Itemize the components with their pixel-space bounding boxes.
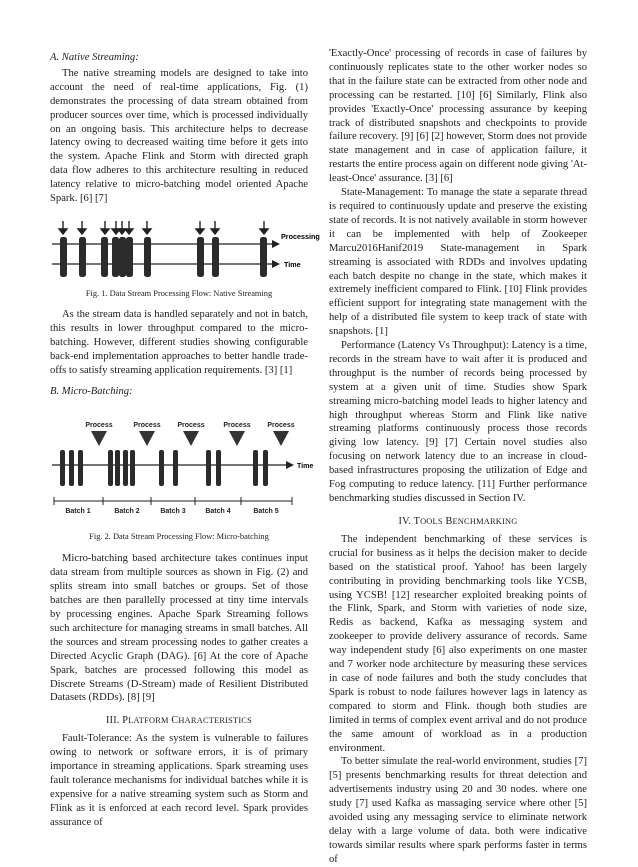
process-funnels — [91, 431, 289, 446]
section-3-heading — [50, 715, 308, 726]
section-3-heading-part: C — [168, 715, 179, 727]
batch-label-5: Batch 5 — [253, 508, 279, 516]
stream-records — [60, 237, 267, 277]
native-streaming-diagram — [50, 218, 320, 282]
paragraph-fault-tolerance: Fault-Tolerance: As the system is vulnerable to failures owing to network or software errors, it is of primary importance in streaming applications. Spark streaming uses fault tolerance mechanisms for individual batches while it is expensive for a native streaming system such as Storm and Flink as it is enforced at each record level. Spark provides assurance of — [50, 733, 308, 828]
input-arrows — [59, 221, 268, 234]
batch-label-2: Batch 2 — [114, 508, 140, 516]
section-4-heading-part: ENCHMARKING — [452, 516, 518, 526]
paragraph-state-management: State-Management: To manage the state a separate thread is required to continuously update and preserve the existing state of records. It is not natively available in storm however it can be implemented with help of Zookeeper Marcu2016Hanif2019 State-management in Spark streaming is associated with RDDs and involves updating each batch despite no change in the state, which makes it extremely inefficient compared to Flink. [10] Flink provides efficient support for integrating state management with the help of a distributed file system to keep track of state with snapshots. [1] — [329, 187, 587, 338]
subsection-micro-batching: B. Micro-Batching: — [50, 385, 133, 397]
paragraph-performance: Performance (Latency Vs Throughput): Latency is a time, records in the stream have to wait after it is produced and throughput is the number of records being processed by system at a given unit of time. Studies show Spark streaming micro-batching model leads to higher latency and high throughput whereas Storm and Flink like native streaming platforms continuously process those records giving low latency. [9] [7] Certain novel studies also focusing on network latency due to an increase in cloud-based infrastructures proposing the utilization of Edge and Fog computing to reduce latency. [11] Further performance benchmarking studies discussed in Section IV. — [329, 340, 587, 504]
paragraph-throughput: As the stream data is handled separately and not in batch, this results in lower throughput compared to the micro-batching. However, different studies showing configurable back-end implementation approaches to better handle trade-offs to satisfy streaming application requirements. [3] [1] — [50, 308, 308, 376]
paragraph-real-world: To better simulate the real-world environment, studies [7] [5] presents benchmarking results for threat detection and advertisements industry using 20 and 30 nodes. where one study [7] used Kafka as massaging service where other [5] avoided using any messaging service to eliminate network delay with a large volume of data. both were indicative towards similar results where spark performs faster in terms of — [329, 756, 587, 865]
processing-label: Processing — [281, 231, 320, 241]
process-label-1: Process — [85, 422, 113, 430]
paragraph-exactly-once: 'Exactly-Once' processing of records in case of failures by continuously replicates state to the other worker nodes so that in the failure state can be extracted from other node and processing can be restarted. [10] [6] Similarly, Flink also provides 'Exactly-Once' processing assurance by keeping track of distributed snapshots and checkpoints to provide failure recovery. [9] [6] [2] however, Storm does not provide state management and in case of application failure, it restarts the entire process again on different node giving 'At-least-Once' assurance. [3] [6] — [329, 48, 587, 185]
time-arrowhead — [286, 461, 294, 469]
figure-1-caption: Fig. 1. Data Stream Processing Flow: Native Streaming — [85, 288, 273, 298]
processing-arrowhead — [272, 240, 280, 248]
process-label-5: Process — [267, 422, 295, 430]
micro-batching-diagram — [50, 420, 314, 520]
left-column — [50, 51, 320, 830]
figure-2-caption: Fig. 2. Data Stream Processing Flow: Micro-batching — [89, 532, 269, 542]
paragraph-benchmarking: The independent benchmarking of these services is crucial for business as it helps the decision maker to decide based on the statistical proof. Yahoo! has been largely contributing in providing benchmarking tools like YCSB, using YCSB! [12] researcher exploited breaking points of the Flink, Spark, and Storm with varieties of node size, Redis as backend, Kafka as messaging system and zookeeper to provide delivery assurance of records. Same way independent study [6] also experiments on one master and 7 worker node architecture by measuring these services in case of node failures and both the study concludes that Spark is robust to node failures however lags in latency as compared to storm and Flink. though both studies are limited in terms of complex event arrival and do not produce the same amount of workload as in a production environment. — [329, 533, 587, 754]
section-4-heading-part: IV. T — [398, 515, 421, 527]
batched-records — [60, 450, 268, 486]
section-4-heading — [329, 516, 587, 527]
batch-label-1: Batch 1 — [65, 508, 91, 516]
section-3-heading-part: HARACTERISTICS — [178, 716, 252, 726]
paragraph-native-streaming: The native streaming models are designed to take into account the need of real-time applications, Fig. (1) demonstrates the processing of data stream obtained from producer sources over time, which is processed individually on an ongoing basis. This architecture helps to decrease latency owing to decreased waiting time before it gets into the system. Apache Flink and Storm with directed graph data flow adheres to this architecture resulting in reduced latency relative to micro-batching model oriented Apache Spark. [6] [7] — [50, 67, 308, 205]
section-4-heading-part: B — [442, 515, 453, 527]
process-label-4: Process — [223, 422, 251, 430]
time-label: Time — [284, 259, 301, 269]
section-3-heading-part: LATFORM — [128, 716, 169, 726]
process-label-2: Process — [133, 422, 161, 430]
paragraph-micro-batching: Micro-batching based architecture takes continues input data stream from multiple sources as shown in Fig. (2) and splits stream into small batches or groups. Set of those batches are then parallelly processed at tiny time intervals by processing engines. Apache Spark Streaming follows such architecture for managing streams in small batches. All the sources and stream processing nodes to gather creates a Directed Acyclic Graph (DAG). [6] At the core of Apache Spark, batches are processed following this model as Discrete Streams (D-Stream) made of Resilient Distributed Datasets (RDDs). [8] [9] — [50, 553, 308, 704]
batch-label-4: Batch 4 — [205, 508, 231, 516]
batch-label-3: Batch 3 — [160, 508, 186, 516]
figure-2-micro-batching — [50, 420, 314, 542]
right-column — [329, 47, 587, 867]
section-3-heading-part: III. P — [106, 715, 129, 727]
process-label-3: Process — [177, 422, 205, 430]
time-label: Time — [297, 463, 314, 471]
section-4-heading-part: OOLS — [420, 516, 443, 526]
figure-1-native-streaming — [50, 218, 320, 299]
subsection-native-streaming: A. Native Streaming: — [50, 52, 139, 63]
time-arrowhead — [272, 260, 280, 268]
